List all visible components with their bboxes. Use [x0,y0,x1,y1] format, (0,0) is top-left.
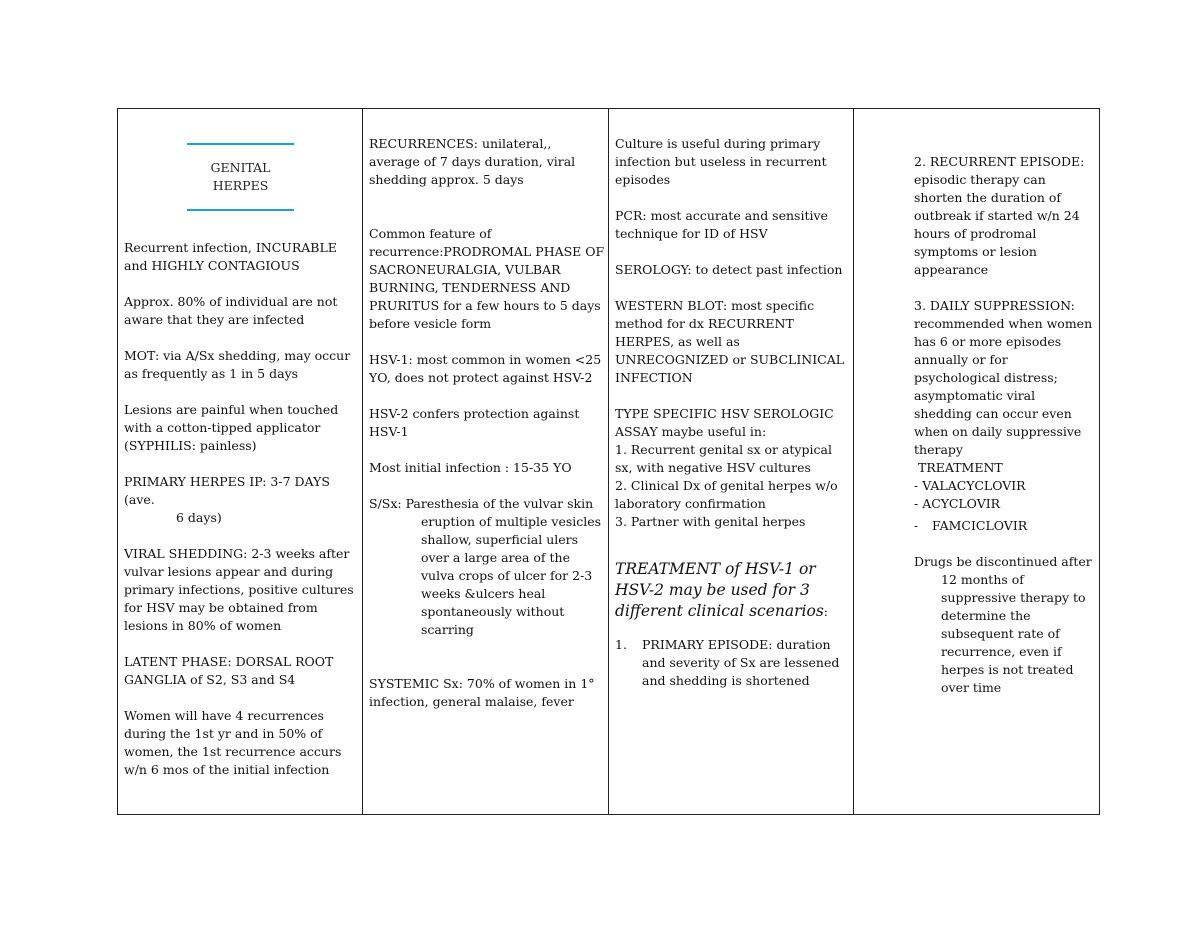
paragraph: 6 days) [176,510,222,525]
list-item [615,636,849,690]
title-rule-top [187,143,294,145]
column-3-text [615,135,849,690]
drug-item: - ACYCLOVIR [914,496,1001,511]
paragraph: 3. DAILY SUPPRESSION: recommended when women has 6 or more episodes annually or for psychological distress; asymptomatic viral shedding can occur even when on daily suppressive therapy [914,298,1097,457]
title-line-1: GENITAL [210,160,271,175]
notes-table [117,108,1100,815]
paragraph: Approx. 80% of individual are not aware that they are infected [124,294,342,327]
paragraph: HSV-1: most common in women <25 YO, does not protect against HSV-2 [369,352,606,385]
drug-item: - VALACYCLOVIR [914,478,1026,493]
column-2-text [369,135,609,711]
title-rule-bottom [187,209,294,211]
paragraph: Drugs be discontinued after 12 months of suppressive therapy to determine the subsequent rate of recurrence, even if herpes is not treated over time [914,554,1096,695]
paragraph: S/Sx: Paresthesia of the vulvar skin [369,496,594,511]
paragraph: HSV-2 confers protection against HSV-1 [369,406,584,439]
paragraph: VIRAL SHEDDING: 2-3 weeks after vulvar lesions appear and during primary infections, positive cultures for HSV may be obtained from lesions in 80% of women [124,546,358,633]
paragraph: MOT: via A/Sx shedding, may occur as frequently as 1 in 5 days [124,348,355,381]
paragraph: Culture is useful during primary infection but useless in recurrent episodes [615,136,831,187]
list-item-text: PRIMARY EPISODE: duration and severity of Sx are lessened and shedding is shortened [642,637,844,688]
paragraph: Women will have 4 recurrences during the 1st yr and in 50% of women, the 1st recurrence accurs w/n 6 mos of the initial infection [124,708,346,777]
column-1-text [124,239,360,779]
treatment-heading-colon: : [823,604,828,619]
paragraph: Common feature of recurrence:PRODROMAL PHASE OF SACRONEURALGIA, VULBAR BURNING, TENDERNESS AND PRURITUS for a few hours to 5 days before vesicle form [369,226,609,331]
paragraph: WESTERN BLOT: most specific method for dx RECURRENT HERPES, as well as UNRECOGNIZED or SUBCLINICAL INFECTION [615,298,849,385]
treatment-heading-text: TREATMENT of HSV-1 or HSV-2 may be used for 3 different clinical scenarios [615,560,824,620]
column-4 [854,109,1099,814]
paragraph: eruption of multiple vesicles shallow, superficial ulers over a large area of the vulva crops of ulcer for 2-3 weeks &ulcers heal spontaneously without scarring [421,514,606,637]
drug-item [914,513,1096,535]
paragraph: Most initial infection : 15-35 YO [369,460,572,475]
paragraph: SEROLOGY: to detect past infection [615,262,843,277]
paragraph: 2. Clinical Dx of genital herpes w/o laboratory confirmation [615,478,842,511]
paragraph: TYPE SPECIFIC HSV SEROLOGIC ASSAY maybe useful in: [615,406,838,439]
column-3 [609,109,853,814]
paragraph: PRIMARY HERPES IP: 3-7 DAYS (ave. [124,474,334,507]
paragraph: 3. Partner with genital herpes [615,514,806,529]
paragraph: PCR: most accurate and sensitive technique for ID of HSV [615,208,832,241]
paragraph: SYSTEMIC Sx: 70% of women in 1° infection, general malaise, fever [369,676,599,709]
paragraph: RECURRENCES: unilateral,, average of 7 days duration, viral shedding approx. 5 days [369,136,580,187]
paragraph: Lesions are painful when touched with a cotton-tipped applicator (SYPHILIS: painless) [124,402,343,453]
paragraph: LATENT PHASE: DORSAL ROOT GANGLIA of S2, S3 and S4 [124,654,338,687]
page-title [187,159,294,195]
treatment-heading [615,559,849,622]
drug-name: FAMCICLOVIR [932,518,1028,533]
treatment-label: TREATMENT [914,460,1003,475]
title-line-2: HERPES [212,178,269,193]
drug-bullet: - [914,518,919,533]
column-4-text [914,153,1096,697]
column-2 [363,109,608,814]
column-1 [118,109,362,814]
paragraph: 2. RECURRENT EPISODE: episodic therapy can shorten the duration of outbreak if started w/n 24 hours of prodromal symptoms or lesion appearance [914,154,1089,277]
paragraph: Recurrent infection, INCURABLE and HIGHLY CONTAGIOUS [124,240,341,273]
list-number: 1. [615,637,627,652]
paragraph: 1. Recurrent genital sx or atypical sx, with negative HSV cultures [615,442,836,475]
